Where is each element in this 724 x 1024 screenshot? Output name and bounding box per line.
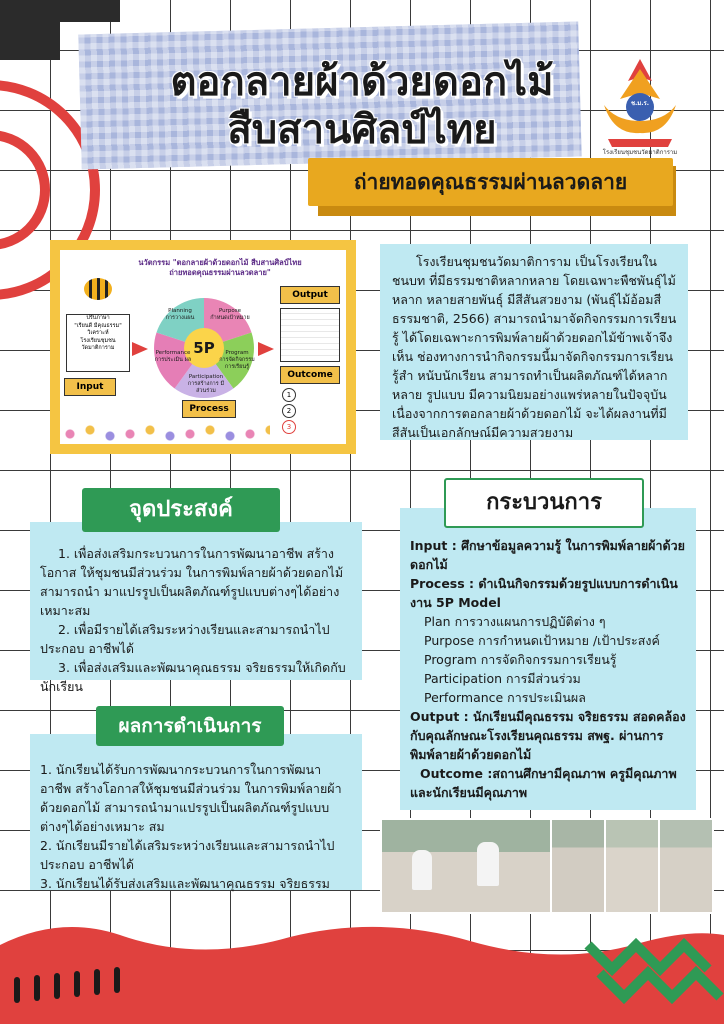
arrow-right-icon bbox=[132, 342, 148, 356]
segment-label-performance bbox=[154, 350, 192, 364]
input-note-line: ปรับภาษา bbox=[86, 315, 110, 321]
title-line-2: สืบสานศิลป์ไทย bbox=[227, 107, 497, 153]
school-logo bbox=[594, 55, 686, 155]
segment-name: Participation bbox=[188, 374, 224, 380]
diagram-title-line-2: ถ่ายทอดคุณธรรมผ่านลวดลาย" bbox=[169, 268, 271, 277]
student-figure bbox=[477, 842, 499, 886]
logo-caption: โรงเรียนชุมชนวัดมาติการาม bbox=[602, 149, 678, 156]
process-outcome: Outcome :สถานศึกษามีคุณภาพ ครูมีคุณภาพ และนักเรียนมีคุณภาพ bbox=[410, 766, 677, 800]
diagram-title-line-1: นวัตกรรม "ตอกลายผ้าด้วยดอกไม้ สืบสานศิลป์ไทย bbox=[138, 258, 302, 267]
results-heading: ผลการดำเนินการ bbox=[96, 706, 284, 746]
input-note bbox=[66, 314, 130, 372]
logo-badge: ช.ม.ร. bbox=[630, 100, 650, 107]
arrow-right-icon bbox=[258, 342, 274, 356]
process-output: Output : นักเรียนมีคุณธรรม จริยธรรม สอดคล้องกับคุณลักษณะโรงเรียนคุณธรรม สพฐ. ผ่านการพิมพ์ลายผ้าด้วยดอกไม้ bbox=[410, 709, 686, 762]
output-note bbox=[280, 308, 340, 362]
segment-thai: กำหนดเป้าหมาย bbox=[210, 315, 250, 321]
activity-photo-1 bbox=[380, 818, 552, 914]
results-box bbox=[30, 734, 362, 890]
title-line-1: ตอกลายผ้าด้วยดอกไม้ bbox=[170, 59, 554, 105]
process-step: Plan การวางแผนการปฏิบัติต่าง ๆ bbox=[424, 614, 606, 629]
segment-name: Program bbox=[225, 350, 249, 356]
flower-decoration bbox=[60, 420, 270, 444]
outcome-number: 1 bbox=[282, 388, 296, 402]
segment-label-participation bbox=[184, 374, 228, 395]
objective-item: 3. เพื่อส่งเสริมและพัฒนาคุณธรรม จริยธรรมให้เกิดกับ นักเรียน bbox=[40, 660, 346, 694]
bottom-wave-decoration bbox=[0, 915, 724, 1024]
input-note-line: วัดมาติการาม bbox=[81, 345, 115, 351]
activity-photo-4 bbox=[658, 818, 714, 914]
intro-box bbox=[380, 244, 688, 440]
process-process: Process : ดำเนินกิจกรรมด้วยรูปแบบการดำเนินงาน 5P Model bbox=[410, 576, 678, 610]
corner-decoration-strip bbox=[0, 0, 120, 22]
segment-label-purpose bbox=[210, 308, 250, 322]
student-figure bbox=[412, 850, 432, 890]
process-step: Purpose การกำหนดเป้าหมาย /เป้าประสงค์ bbox=[424, 633, 660, 648]
segment-thai: การจัดกิจกรรม การเรียนรู้ bbox=[219, 357, 255, 370]
result-item: 2. นักเรียนมีรายได้เสริมระหว่างเรียนและสามารถนำไปประกอบ อาชีพได้ bbox=[40, 838, 335, 872]
diagram-title bbox=[100, 258, 340, 278]
segment-name: Purpose bbox=[218, 308, 242, 314]
input-note-line: โรงเรียนชุมชน bbox=[80, 337, 116, 344]
activity-photo-2 bbox=[550, 818, 606, 914]
objectives-box bbox=[30, 522, 362, 694]
input-note-line: "เรียนดี มีคุณธรรม" bbox=[74, 322, 122, 329]
output-label: Output bbox=[280, 286, 340, 304]
process-box bbox=[400, 508, 696, 810]
subtitle: ถ่ายทอดคุณธรรมผ่านลวดลาย bbox=[353, 170, 628, 194]
wheel-center-label: 5P bbox=[193, 339, 215, 357]
input-label: Input bbox=[64, 378, 116, 396]
process-step: Performance การประเมินผล bbox=[424, 690, 586, 705]
input-note-line: วิเคราะห์ bbox=[87, 330, 109, 336]
objective-item: 2. เพื่อมีรายได้เสริมระหว่างเรียนและสามารถนำไปประกอบ อาชีพได้ bbox=[40, 622, 330, 656]
process-step: Participation การมีส่วนร่วม bbox=[424, 671, 581, 686]
segment-thai: การสร้างการ มีส่วนร่วม bbox=[187, 381, 225, 394]
result-item: 3. นักเรียนได้รับส่งเสริมและพัฒนาคุณธรรม จริยธรรม bbox=[40, 876, 330, 891]
model-diagram-card bbox=[50, 240, 356, 454]
outcome-label: Outcome bbox=[280, 366, 340, 384]
activity-photo-3 bbox=[604, 818, 660, 914]
process-step: Program การจัดกิจกรรมการเรียนรู้ bbox=[424, 652, 617, 667]
outcome-number: 3 bbox=[282, 420, 296, 434]
bee-icon bbox=[84, 278, 112, 300]
model-diagram bbox=[60, 250, 346, 444]
result-item: 1. นักเรียนได้รับการพัฒนากระบวนการในการพัฒนาอาชีพ สร้างโอกาสให้ชุมชนมีส่วนร่วม ในการพิมพ์ลายผ้าด้วยดอกไม้ สามารถนำมาแปรรูปเป็นผลิตภัณฑ์รูปแบบต่างๆได้อย่างเหมาะ สม bbox=[40, 762, 342, 834]
segment-thai: การประเมิน ผล bbox=[154, 357, 192, 363]
segment-name: Performance bbox=[155, 350, 191, 356]
process-heading: กระบวนการ bbox=[444, 478, 644, 528]
segment-name: Planning bbox=[168, 308, 192, 314]
segment-label-program bbox=[218, 350, 256, 371]
intro-paragraph: โรงเรียนชุมชนวัดมาติการาม เป็นโรงเรียนในชนบท ที่มีธรรมชาติหลากหลาย โดยเฉพาะพืชพันธุ์ไม้หลาก หลายสายพันธุ์ มีสีสันสวยงาม (พันธุ์ไม้อ้อมสี ธรรมชาติ, 2566) สามารถนำมาจัดกิจกรรมการเรียนรู้ ได้โดยเฉพาะการพิมพ์ลายผ้าด้วยดอกไม้ข้าพเจ้าจึงเห็น ช่องทางการนำกิจกรรมนี้มาจัดกิจกรรมการเรียนรู้สำ หนับนักเรียน สามารถทำเป็นผลิตภัณฑ์ได้หลากหลาย รูปแบบ มีความนิยมอย่างแพร่หลายในปัจจุบัน เนื่องจากการตอกลายผ้าด้วยดอกไม้ จะได้ผลงานที่มี สีสันเป็นเอกลักษณ์มีความสวยงาม bbox=[392, 254, 677, 440]
segment-thai: การวางแผน bbox=[165, 315, 195, 321]
process-label: Process bbox=[182, 400, 236, 418]
outcome-number: 2 bbox=[282, 404, 296, 418]
process-input: Input : ศึกษาข้อมูลความรู้ ในการพิมพ์ลายผ้าด้วยดอกไม้ bbox=[410, 538, 685, 572]
objective-item: 1. เพื่อส่งเสริมกระบวนการในการพัฒนาอาชีพ สร้างโอกาส ให้ชุมชนมีส่วนร่วม ในการพิมพ์ลายผ้าด้วยดอกไม้ สามารถนำ มาแปรรูปเป็นผลิตภัณฑ์รูปแบบต่างๆได้อย่างเหมาะสม bbox=[40, 546, 344, 618]
segment-label-planning bbox=[160, 308, 200, 322]
objectives-heading: จุดประสงค์ bbox=[82, 488, 280, 532]
